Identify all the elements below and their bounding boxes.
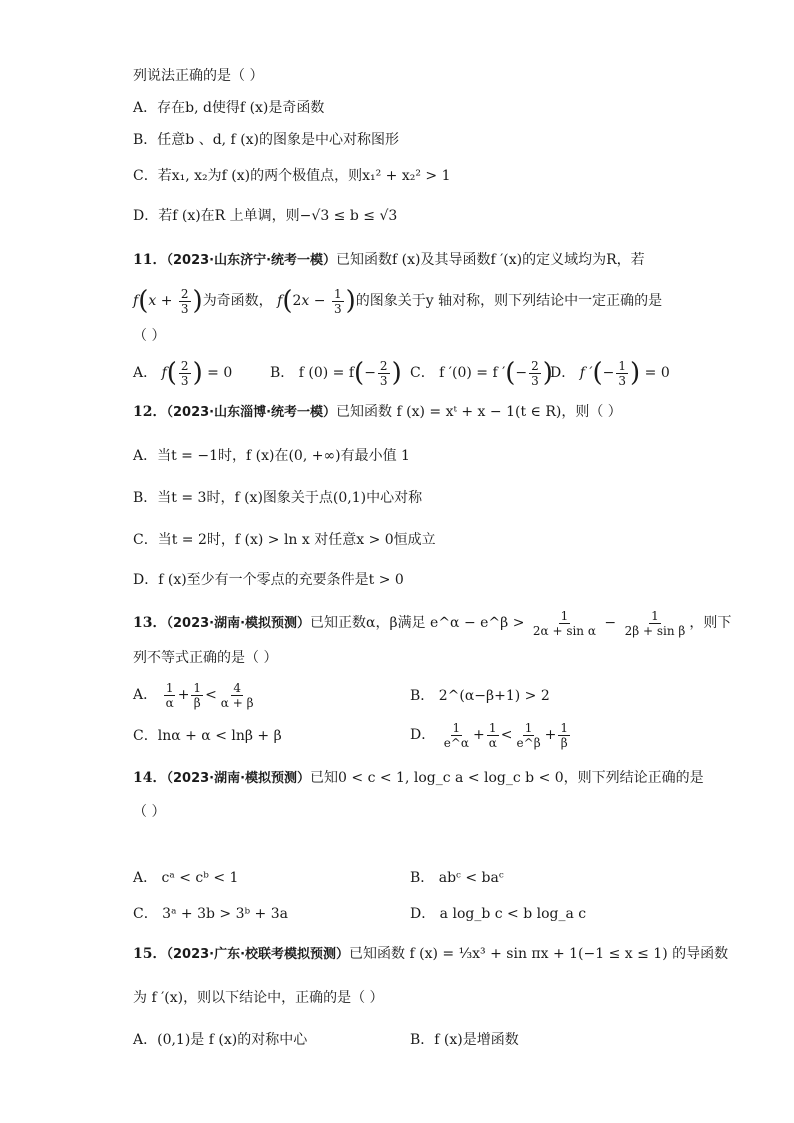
q11-frac-1-3: $\frac{1}{3}$ bbox=[333, 286, 342, 316]
q12-source: （2023·山东淄博·统考一模） bbox=[166, 405, 337, 420]
q11-stem1: 已知函数f (x)及其导函数f ′(x)的定义域均为R，若 bbox=[336, 252, 645, 268]
q11-stem-line2: f(x + $\frac{2}{3}$ )为奇函数， f(2x − $\frac{1}{3}$ )的图象关于y 轴对称，则下列结论中一定正确的是 bbox=[133, 286, 663, 316]
q13-option-d: D． $\frac{1}{e\^{}\alpha}$ + $\frac{1}{\alpha}$ < $\frac{1}{e\^{}\beta}$ + $\frac{1}{\beta}$ bbox=[410, 720, 568, 750]
q14-option-d: D． a log_b c < b log_a c bbox=[410, 906, 587, 922]
q12-option-b: B．当t = 3时，f (x)图象关于点(0,1)中心对称 bbox=[133, 490, 423, 506]
q10-stem-tail: 列说法正确的是（ ） bbox=[133, 68, 264, 84]
q11-stem2a: 为奇函数， bbox=[202, 293, 273, 309]
q14-source: （2023·湖南·模拟预测） bbox=[166, 771, 311, 786]
q14-option-c: C． 3ᵃ + 3b > 3ᵇ + 3a bbox=[133, 906, 288, 922]
q12-option-d: D．f (x)至少有一个零点的充要条件是t > 0 bbox=[133, 572, 404, 588]
q11-option-b: B． f (0) = f(− $\frac{2}{3}$ ) bbox=[270, 358, 402, 388]
q15-source: （2023·广东·校联考模拟预测） bbox=[166, 947, 350, 962]
q13-option-a: A． $\frac{1}{\alpha}$ + $\frac{1}{\beta}$ < $\frac{4}{\alpha + \beta}$ bbox=[133, 680, 254, 710]
q14-number: 14． bbox=[133, 770, 167, 786]
q11-stem2b: 的图象关于y 轴对称，则下列结论中一定正确的是 bbox=[355, 293, 663, 309]
q13-source: （2023·湖南·模拟预测） bbox=[166, 616, 311, 631]
q11-option-a: A． f( $\frac{2}{3}$ ) = 0 bbox=[133, 358, 233, 388]
q12-option-c: C．当t = 2时，f (x) > ln x 对任意x > 0恒成立 bbox=[133, 532, 436, 548]
q13-number: 13． bbox=[133, 615, 167, 631]
q14-option-a: A． cᵃ < cᵇ < 1 bbox=[133, 870, 239, 886]
q12-number: 12． bbox=[133, 404, 167, 420]
q13-option-b: B． 2^(α−β+1) > 2 bbox=[410, 688, 550, 704]
q15-number: 15． bbox=[133, 946, 167, 962]
q11-stem-line1 bbox=[133, 250, 645, 271]
q15-option-b: B．f (x)是增函数 bbox=[410, 1032, 519, 1048]
q11-number: 11． bbox=[133, 252, 167, 268]
q10-option-c: C．若x₁, x₂为f (x)的两个极值点，则x₁² + x₂² > 1 bbox=[133, 168, 451, 184]
q13-frac1: $\frac{1}{\text{2α + sin α}}$ bbox=[532, 608, 596, 638]
q13-option-c: C．lnα + α < lnβ + β bbox=[133, 728, 282, 744]
q15-stem-line1: 15．（2023·广东·校联考模拟预测）已知函数 f (x) = ⅓x³ + sin πx + 1(−1 ≤ x ≤ 1) 的导函数 bbox=[133, 946, 729, 962]
q11-blank: （ ） bbox=[133, 328, 166, 344]
q13-frac2: $\frac{1}{\text{2β + sin β}}$ bbox=[624, 608, 686, 638]
q14-stem: 14．（2023·湖南·模拟预测）已知0 < c < 1, log_c a < log_c b < 0，则下列结论正确的是 bbox=[133, 770, 704, 786]
q10-option-a: A．存在b, d使得f (x)是奇函数 bbox=[133, 100, 325, 116]
q14-blank: （ ） bbox=[133, 804, 166, 820]
q11-option-d: D． f ′(− $\frac{1}{3}$ ) = 0 bbox=[550, 358, 670, 388]
q14-option-b: B． abᶜ < baᶜ bbox=[410, 870, 504, 886]
q11-option-c: C． f ′(0) = f ′(− $\frac{2}{3}$ ) bbox=[410, 358, 553, 388]
q12-stem: 12．（2023·山东淄博·统考一模）已知函数 f (x) = xᵗ + x − 1(t ∈ R)，则（ ） bbox=[133, 404, 622, 420]
q10-option-b: B．任意b 、d, f (x)的图象是中心对称图形 bbox=[133, 132, 400, 148]
q11-source: （2023·山东济宁·统考一模） bbox=[166, 253, 337, 268]
q13-stem-line2: 列不等式正确的是（ ） bbox=[133, 650, 278, 666]
q15-stem-line2: 为 f ′(x)，则以下结论中，正确的是（ ） bbox=[133, 990, 384, 1006]
q13-stem-line1: 13．（2023·湖南·模拟预测）已知正数α，β满足 e^α − e^β > $\frac{1}{\text{2α + sin α}}$ − $\frac{1}{\text{2β + sin β}}$ ，则下 bbox=[133, 608, 732, 638]
q12-option-a: A．当t = −1时，f (x)在(0, +∞)有最小值 1 bbox=[133, 448, 410, 464]
q11-frac-2-3: $\frac{2}{3}$ bbox=[180, 286, 189, 316]
q10-option-d: D．若f (x)在R 上单调，则−√3 ≤ b ≤ √3 bbox=[133, 208, 398, 224]
q15-option-a: A．(0,1)是 f (x)的对称中心 bbox=[133, 1032, 308, 1048]
